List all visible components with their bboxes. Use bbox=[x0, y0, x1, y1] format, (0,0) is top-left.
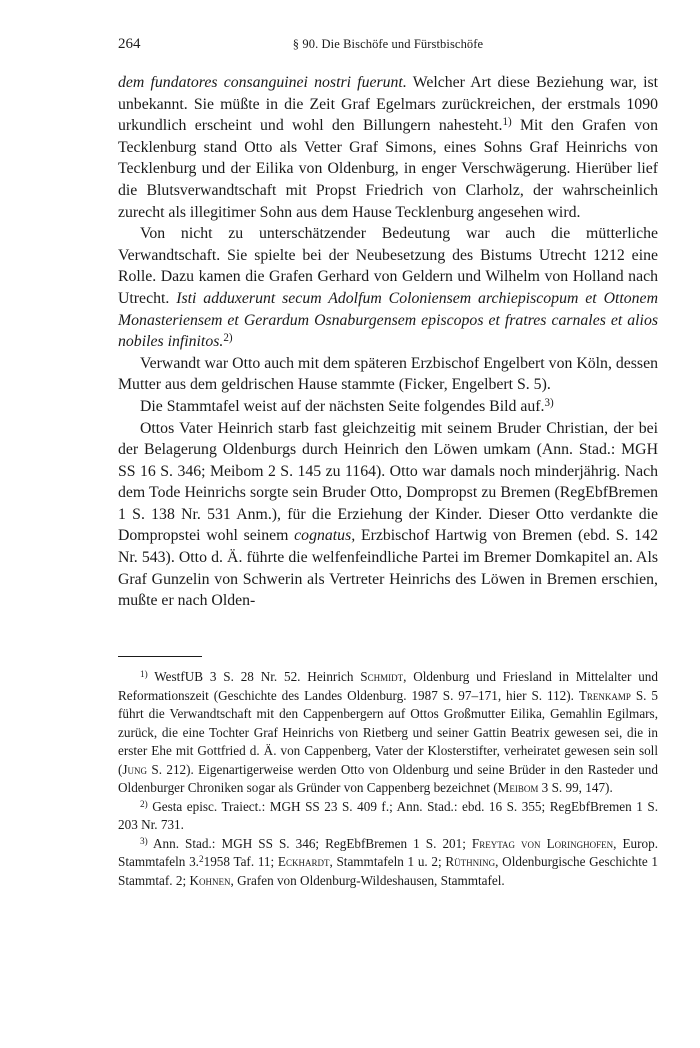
latin-quote: dem fundatores consanguinei nostri fuerunt. bbox=[118, 74, 407, 91]
footnote-ref-3: 3) bbox=[544, 396, 554, 409]
text-run: , Oldenburgische Geschichte 1 Stammtaf. 2; bbox=[118, 854, 658, 888]
text-run: , Oldenburg und Friesland in Mittelalter und Reformationszeit (Geschichte des Landes Oldenburg. 1987 S. 97–171, hier S. 112). bbox=[118, 669, 658, 703]
text-run: S. 5 führt die Verwandtschaft mit den Cappenbergern auf Ottos Großmutter Eilika, Gemahlin Egilmars, zurück, die eine Tochter Graf Heinrichs von Rietberg und seiner Gattin Beatrix gewesen sei, die in erster Ehe mit Gottfried d. Ä. von Cappenberg, Vater der Klosterstifter, verheiratet gewesen sein soll ( bbox=[118, 687, 658, 777]
footnote-marker: 1) bbox=[140, 668, 148, 679]
text-run: Erzbischof Hartwig von Bremen (ebd. S. 142 Nr. 543). Otto d. Ä. führte die welfenfeindliche Partei im Bremer Domkapitel an. Als Graf Gunzelin von Schwerin als Vertreter Heinrichs des Löwen in Bremen erschien, mußte er nach Olden- bbox=[118, 527, 658, 610]
text-run: Ottos Vater Heinrich starb fast gleichzeitig mit seinem Bruder Christian, der bei der Belagerung Oldenburgs durch Heinrich den Löwen umkam (Ann. Stad.: MGH SS 16 S. 346; Meibom 2 S. 145 zu 1164). Otto war damals noch minderjährig. Nach dem Tode Heinrichs sorgte sein Bruder Otto, Dompropst zu Bremen (RegEbfBremen 1 S. 138 Nr. 531 Anm.), für die Erziehung der Kinder. Dieser Otto verdankte die Dompropstei wohl seinem bbox=[118, 419, 658, 545]
footnote-rule bbox=[118, 656, 202, 657]
author-name: Jung bbox=[122, 761, 148, 777]
edition-superscript: 2 bbox=[198, 853, 204, 864]
text-run: Mit den Grafen von Tecklenburg stand Otto als Vetter Graf Simons, eines Sohns Graf Heinrichs von Tecklenburg und der Eilika von Oldenburg, in enger Verschwägerung. Hierüber lief die Blutsverwandtschaft mit Propst Friedrich von Clarholz, der wahrscheinlich zurecht als illegitimer Sohn aus dem Hause Tecklenburg angesehen wird. bbox=[118, 117, 658, 221]
footnote-marker: 2) bbox=[140, 798, 148, 809]
text-run: WestfUB 3 S. 28 Nr. 52. Heinrich bbox=[147, 669, 361, 684]
footnotes bbox=[118, 668, 658, 890]
footnote-marker: 3) bbox=[140, 835, 148, 846]
footnote-1 bbox=[118, 668, 658, 798]
author-name: Kohnen bbox=[189, 872, 231, 888]
paragraph-2 bbox=[118, 223, 658, 353]
author-name: Meibom bbox=[497, 780, 539, 795]
text-run: Die Stammtafel weist auf der nächsten Seite folgendes Bild auf. bbox=[140, 397, 545, 415]
text-run: Von nicht zu unterschätzender Bedeutung war auch die mütterliche Verwandtschaft. Sie spielte bei der Neubesetzung des Bistums Utrecht 1212 eine Rolle. Dazu kamen die Grafen Gerhard von Geldern und Wilhelm von Holland nach Utrecht. bbox=[118, 225, 658, 307]
text-run: 1958 Taf. 11; bbox=[203, 854, 278, 869]
text-run: , Grafen von Oldenburg-Wildeshausen, Stammtafel. bbox=[230, 872, 505, 888]
text-run: Welcher Art diese Beziehung war, ist unbekannt. Sie müßte in die Zeit Graf Egelmars zurückreichen, der erstmals 1090 urkundlich erscheint und wohl den Billungern nahesteht. bbox=[118, 74, 658, 135]
footnote-ref-1: 1) bbox=[502, 116, 512, 129]
body-text bbox=[118, 72, 658, 612]
paragraph-4 bbox=[118, 396, 658, 418]
author-name: Freytag von Loringhofen bbox=[471, 835, 614, 851]
paragraph-3: Verwandt war Otto auch mit dem späteren Erzbischof Engelbert von Köln, dessen Mutter aus dem geldrischen Hause stammte (Ficker, Engelbert S. 5). bbox=[118, 354, 658, 394]
text-run: S. 212). Eigenartigerweise werden Otto von Oldenburg und seine Brüder in den Rasteder und Oldenburger Chroniken sogar als Gründer von Cappenberg bezeichnet ( bbox=[118, 761, 658, 795]
author-name: Rüthning bbox=[445, 854, 496, 869]
footnote-3 bbox=[118, 835, 658, 891]
footnote-2 bbox=[118, 798, 658, 835]
text-run: 3 S. 99, 147). bbox=[538, 780, 613, 795]
latin-term: cognatus, bbox=[294, 527, 356, 545]
paragraph-5 bbox=[118, 418, 658, 612]
text-run: , Europ. Stammtafeln 3. bbox=[118, 835, 659, 869]
author-name: Schmidt bbox=[360, 669, 404, 684]
text-run: Ann. Stad.: MGH SS S. 346; RegEbfBremen 1 S. 201; bbox=[147, 835, 472, 851]
latin-quote: Isti adduxerunt secum Adolfum Coloniensem archiepiscopum et Ottonem Monasteriensem et Gerardum Osnaburgensem episcopos et fratres carnales et alios nobiles infinitos. bbox=[118, 289, 658, 351]
text-run: Gesta episc. Traiect.: MGH SS 23 S. 409 f.; Ann. Stad.: ebd. 16 S. 355; RegEbfBremen 1 S. 203 Nr. 731. bbox=[118, 798, 658, 832]
page-number: 264 bbox=[118, 36, 141, 52]
author-name: Eckhardt bbox=[277, 854, 330, 869]
footnote-ref-2: 2) bbox=[223, 332, 233, 345]
author-name: Trenkamp bbox=[578, 687, 631, 703]
running-head: § 90. Die Bischöfe und Fürstbischöfe bbox=[292, 37, 484, 51]
paragraph-1 bbox=[118, 72, 658, 223]
text-run: , Stammtafeln 1 u. 2; bbox=[329, 854, 446, 869]
